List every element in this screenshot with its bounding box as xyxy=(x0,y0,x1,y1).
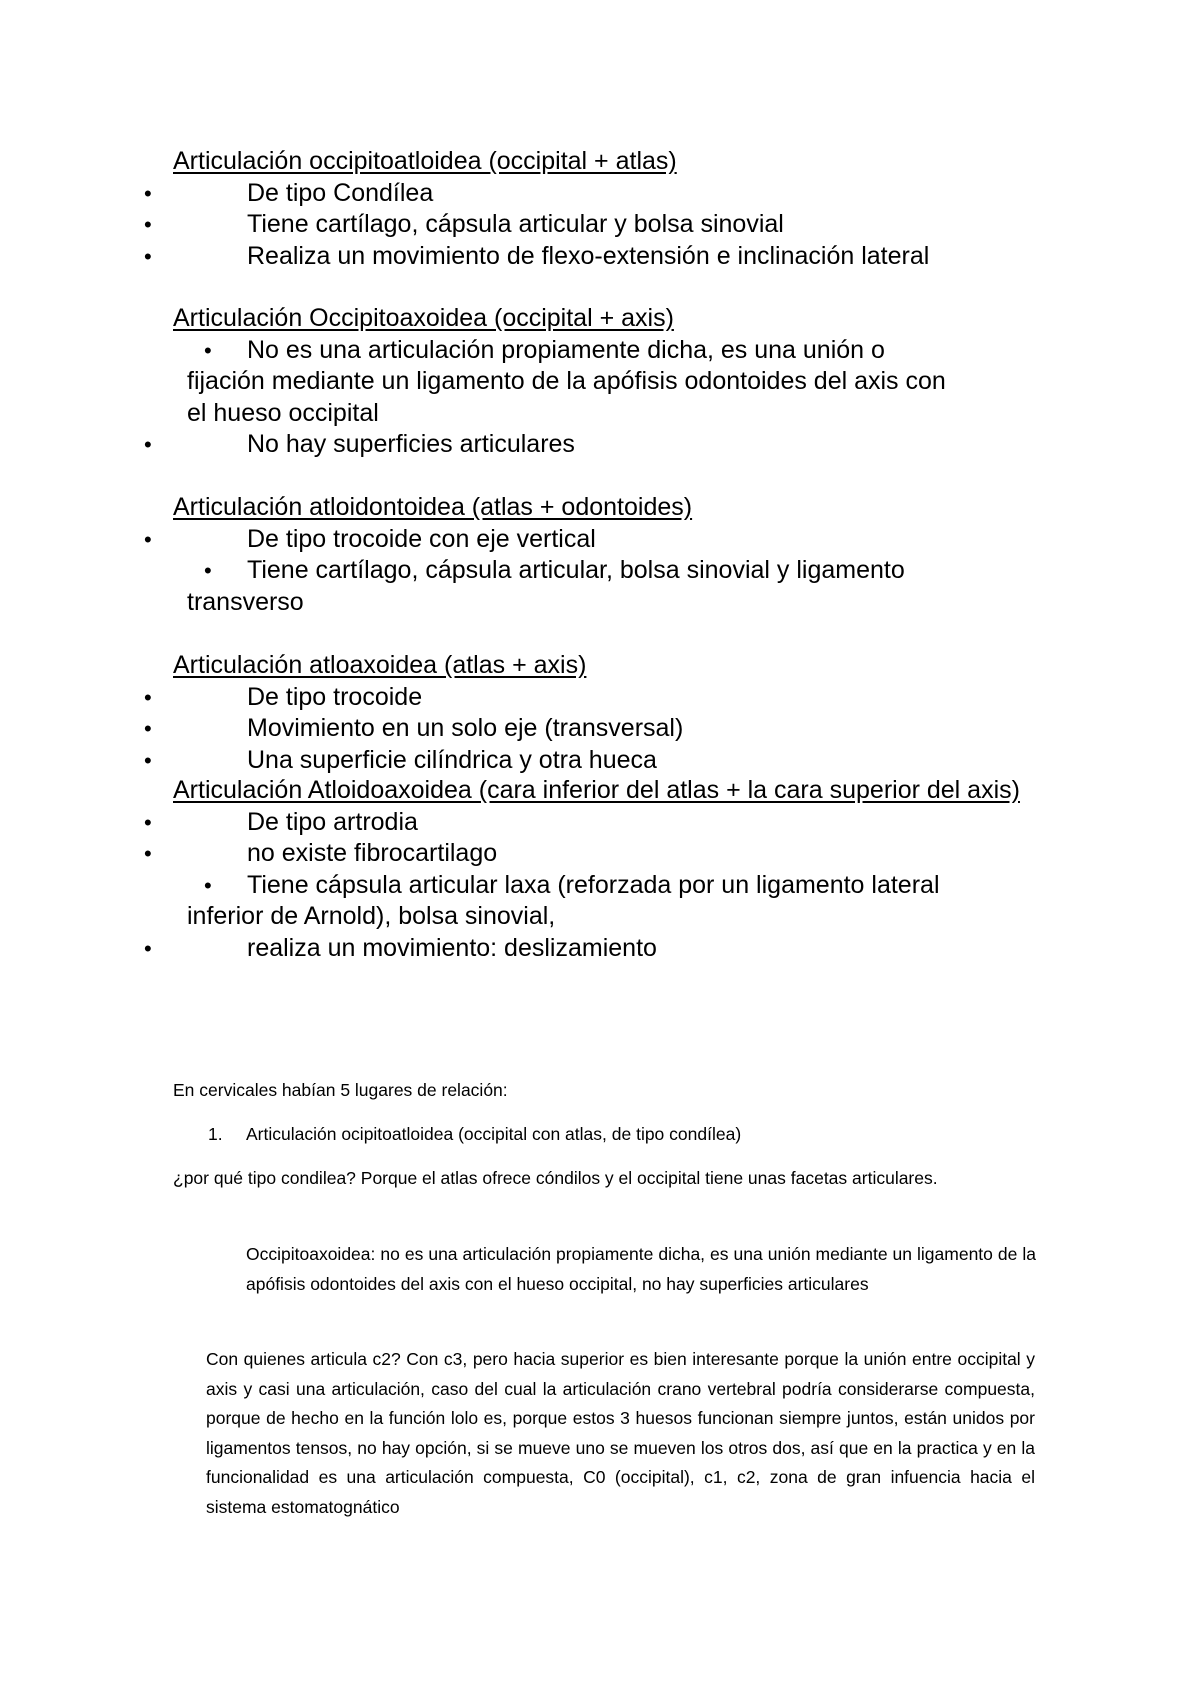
section-heading: Articulación occipitoatloidea (occipital + atlas) xyxy=(173,147,677,175)
bullet-item: • De tipo trocoide xyxy=(135,682,1075,714)
bullet-item: • De tipo Condílea xyxy=(135,178,1075,210)
question-paragraph: ¿por qué tipo condilea? Porque el atlas ofrece cóndilos y el occipital tiene unas facetas articulares. xyxy=(173,1168,938,1188)
section-heading: Articulación Occipitoaxoidea (occipital + axis) xyxy=(173,304,674,332)
section-atloidoaxoidea xyxy=(135,775,1075,964)
bullet-item: • De tipo trocoide con eje vertical xyxy=(135,524,1075,556)
bullet-item: • Tiene cápsula articular laxa (reforzada por un ligamento lateral inferior de Arnold), bolsa sinovial, xyxy=(135,870,947,933)
c2-paragraph: Con quienes articula c2? Con c3, pero hacia superior es bien interesante porque la unión entre occipital y axis y casi una articulación, caso del cual la articulación crano vertebral podría considerarse compuesta, porque de hecho en la función lolo es, porque estos 3 huesos funcionan siempre juntos, están unidos por ligamentos tensos, no hay opción, si se mueve uno se mueven los otros dos, así que en la practica y en la funcionalidad es una articulación compuesta, C0 (occipital), c1, c2, zona de gran infuencia hacia el sistema estomatognático xyxy=(206,1349,1035,1517)
bullet-item: • Tiene cartílago, cápsula articular y bolsa sinovial xyxy=(135,209,1075,241)
notes-intro: En cervicales habían 5 lugares de relación: xyxy=(173,1080,508,1100)
item-text: Articulación ocipitoatloidea (occipital con atlas, de tipo condílea) xyxy=(246,1124,742,1144)
bullet-item: • Realiza un movimiento de flexo-extensión e inclinación lateral xyxy=(135,241,1075,273)
bullet-item: • Una superficie cilíndrica y otra hueca xyxy=(135,745,1075,777)
section-atloaxoidea xyxy=(135,650,1075,776)
section-atloidontoidea xyxy=(135,492,1075,618)
section-occipitoaxoidea xyxy=(135,303,1075,461)
section-occipitoatloidea xyxy=(135,146,1075,272)
bullet-item: • Tiene cartílago, cápsula articular, bolsa sinovial y ligamento transverso xyxy=(135,555,947,618)
bullet-item: • No es una articulación propiamente dicha, es una unión o fijación mediante un ligamento de la apófisis odontoides del axis con el hueso occipital xyxy=(135,335,947,430)
section-heading: Articulación atloaxoidea (atlas + axis) xyxy=(173,651,587,679)
section-heading: Articulación atloidontoidea (atlas + odontoides) xyxy=(173,493,693,521)
occipitoaxoidea-paragraph: Occipitoaxoidea: no es una articulación propiamente dicha, es una unión mediante un ligamento de la apófisis odontoides del axis con el hueso occipital, no hay superficies articulares xyxy=(246,1244,1036,1294)
bullet-item: • No hay superficies articulares xyxy=(135,429,1075,461)
numbered-item xyxy=(208,1120,741,1150)
item-number: 1. xyxy=(208,1124,223,1144)
bullet-item: • no existe fibrocartilago xyxy=(135,838,1075,870)
bullet-item: • Movimiento en un solo eje (transversal) xyxy=(135,713,1075,745)
section-heading: Articulación Atloidoaxoidea (cara inferior del atlas + la cara superior del axis) xyxy=(173,776,1020,804)
bullet-item: • realiza un movimiento: deslizamiento xyxy=(135,933,1075,965)
bullet-item: • De tipo artrodia xyxy=(135,807,1075,839)
